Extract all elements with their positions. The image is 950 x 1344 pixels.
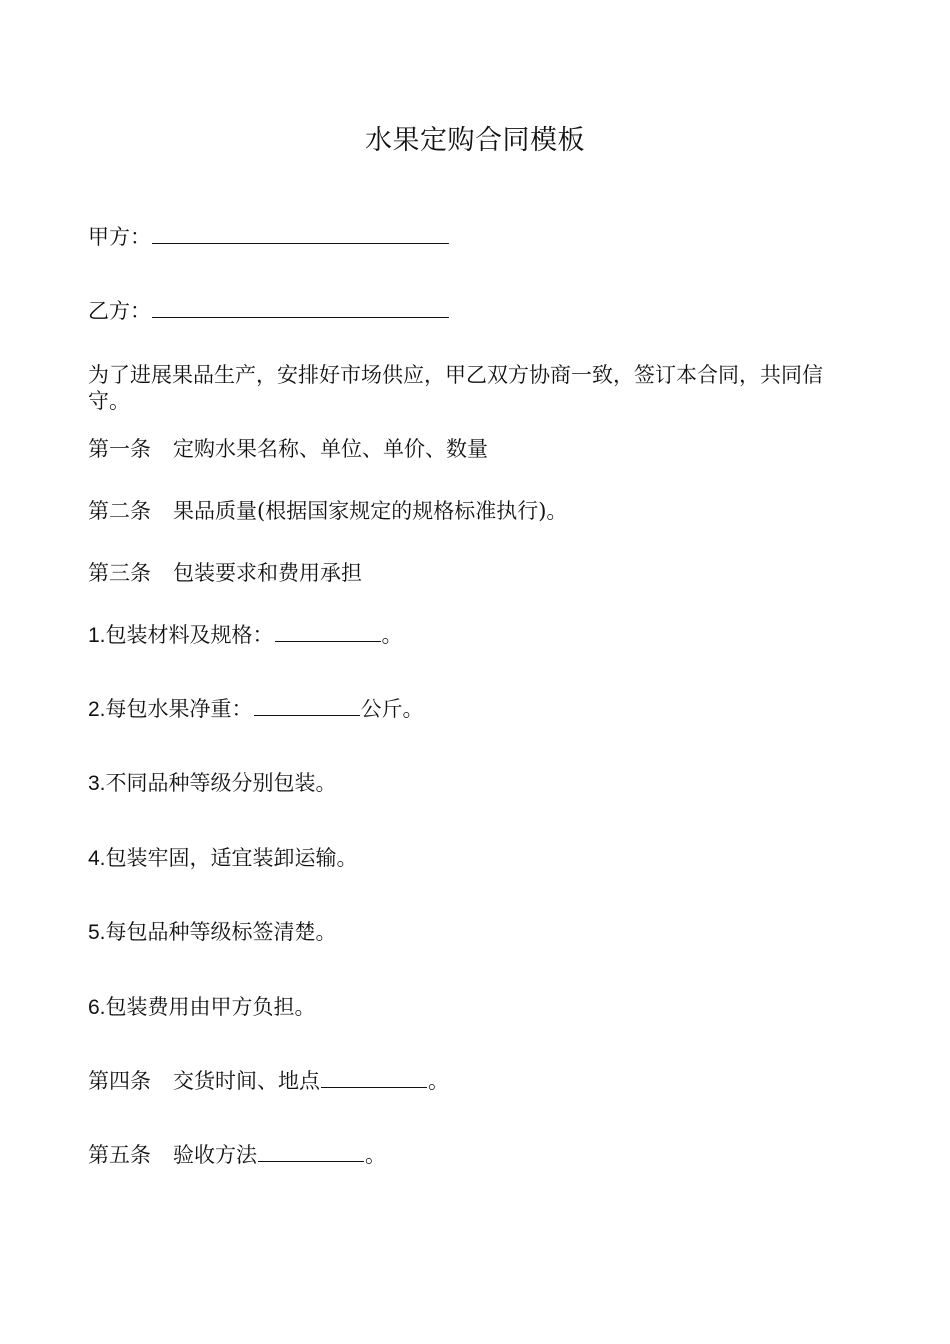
item-3 <box>88 770 337 797</box>
item-5-num: 5. <box>88 921 106 944</box>
intro-paragraph: 为了进展果品生产，安排好市场供应，甲乙双方协商一致，签订本合同，共同信守。 <box>88 363 823 413</box>
item-2-num: 2. <box>88 698 106 721</box>
item-1-num: 1. <box>88 624 106 647</box>
item-4 <box>88 845 358 872</box>
item-5 <box>88 919 337 946</box>
party-b-blank <box>152 299 449 318</box>
article-1 <box>88 436 488 462</box>
article-4-label: 第四条 <box>88 1069 151 1093</box>
article-4-blank <box>321 1069 427 1088</box>
party-b-line <box>88 298 450 324</box>
article-5 <box>88 1142 386 1168</box>
item-6 <box>88 994 316 1021</box>
article-2-label: 第二条 <box>88 499 151 523</box>
item-1 <box>88 622 403 649</box>
party-a-line <box>88 224 450 250</box>
item-1-text: 包装材料及规格： <box>105 623 274 647</box>
article-4-suffix: 。 <box>428 1069 449 1093</box>
item-3-num: 3. <box>88 772 106 795</box>
article-2 <box>88 498 567 524</box>
article-3-text: 包装要求和费用承担 <box>173 561 362 585</box>
party-b-label: 乙方： <box>88 299 151 323</box>
article-1-label: 第一条 <box>88 437 151 461</box>
article-4 <box>88 1068 449 1094</box>
item-6-text: 包装费用由甲方负担。 <box>105 995 316 1019</box>
article-4-text: 交货时间、地点 <box>173 1069 320 1093</box>
article-5-suffix: 。 <box>365 1143 386 1167</box>
item-4-num: 4. <box>88 847 106 870</box>
article-2-text: 果品质量(根据国家规定的规格标准执行)。 <box>173 499 568 523</box>
item-5-text: 每包品种等级标签清楚。 <box>105 920 337 944</box>
item-2-suffix: 公斤。 <box>360 697 424 721</box>
item-1-suffix: 。 <box>381 623 403 647</box>
item-6-num: 6. <box>88 996 106 1019</box>
article-3-label: 第三条 <box>88 561 151 585</box>
article-5-text: 验收方法 <box>173 1143 257 1167</box>
party-a-blank <box>152 225 449 244</box>
party-a-label: 甲方： <box>88 225 151 249</box>
item-2 <box>88 696 424 723</box>
item-1-blank <box>275 623 381 642</box>
article-3 <box>88 560 362 586</box>
item-3-text: 不同品种等级分别包装。 <box>105 771 337 795</box>
article-5-blank <box>258 1143 364 1162</box>
article-5-label: 第五条 <box>88 1143 151 1167</box>
article-1-text: 定购水果名称、单位、单价、数量 <box>173 437 488 461</box>
document-title: 水果定购合同模板 <box>365 125 585 156</box>
item-2-blank <box>254 697 360 716</box>
item-2-text: 每包水果净重： <box>105 697 253 721</box>
item-4-text: 包装牢固，适宜装卸运输。 <box>105 846 358 870</box>
